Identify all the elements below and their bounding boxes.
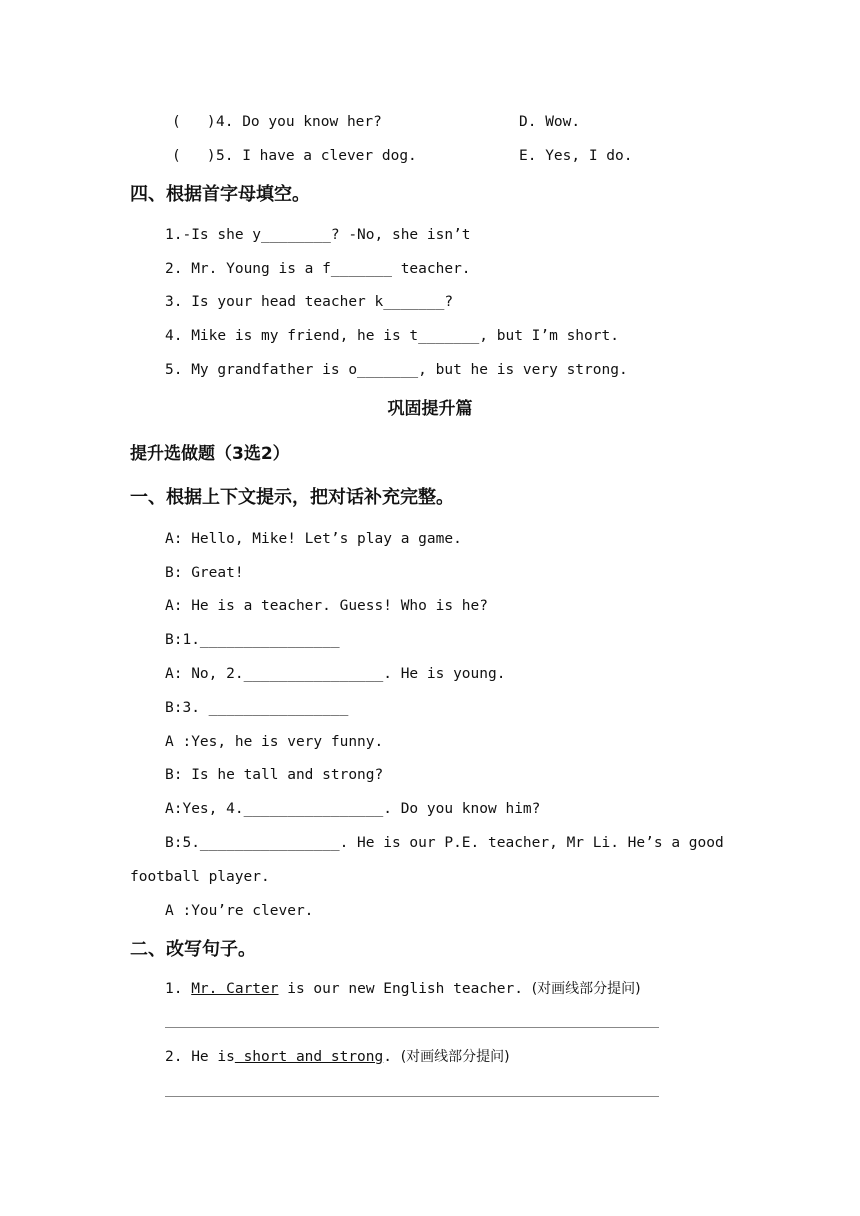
answer-line-2[interactable] xyxy=(165,1096,659,1097)
dialogue-line-6: B:3. ________________ xyxy=(165,700,349,716)
rewrite-q1-note: (对画线部分提问) xyxy=(531,981,641,997)
dialogue-line-7: A :Yes, he is very funny. xyxy=(165,734,384,750)
dialogue-line-1: A: Hello, Mike! Let’s play a game. xyxy=(165,531,462,547)
rewrite-q2-underlined: short and strong xyxy=(234,1049,384,1065)
section4-item-4: 4. Mike is my friend, he is t_______, but I’m short. xyxy=(165,328,619,344)
dialogue-line-2: B: Great! xyxy=(165,565,244,581)
match-answer-e: E. Yes, I do. xyxy=(519,148,633,164)
dialogue-line-3: A: He is a teacher. Guess! Who is he? xyxy=(165,598,489,614)
answer-line-1[interactable] xyxy=(165,1027,659,1028)
rewrite-q2-rest: . xyxy=(383,1049,392,1065)
rewrite-question-2 xyxy=(165,1047,510,1067)
match-bracket-4: ( ) xyxy=(172,114,216,130)
match-answer-d: D. Wow. xyxy=(519,114,581,130)
section4-item-1: 1.-Is she y________? -No, she isn’t xyxy=(165,227,471,243)
rewrite-q1-number: 1. xyxy=(165,981,192,997)
dialogue-line-8: B: Is he tall and strong? xyxy=(165,767,384,783)
rewrite-q2-number: 2. He is xyxy=(165,1049,235,1065)
match-question-5: 5. I have a clever dog. xyxy=(216,148,417,164)
rewrite-question-1 xyxy=(165,979,641,999)
match-bracket-5: ( ) xyxy=(172,148,216,164)
section4-item-5: 5. My grandfather is o_______, but he is very strong. xyxy=(165,362,628,378)
match-question-4: 4. Do you know her? xyxy=(216,114,382,130)
dialogue-line-4: B:1.________________ xyxy=(165,632,340,648)
section4-item-2: 2. Mr. Young is a f_______ teacher. xyxy=(165,261,471,277)
section4-title: 四、根据首字母填空。 xyxy=(130,184,310,205)
rewrite-q1-underlined: Mr. Carter xyxy=(191,981,279,997)
dialogue-line-10: B:5.________________. He is our P.E. teacher, Mr Li. He’s a good xyxy=(165,835,724,851)
dialogue-line-11: football player. xyxy=(130,869,270,885)
sectionA-title: 一、根据上下文提示，把对话补充完整。 xyxy=(130,487,454,508)
dialogue-line-12: A :You’re clever. xyxy=(165,903,314,919)
sectionB-title: 二、改写句子。 xyxy=(130,939,256,960)
part-title: 巩固提升篇 xyxy=(387,399,473,419)
dialogue-line-9: A:Yes, 4.________________. Do you know him? xyxy=(165,801,541,817)
dialogue-line-5: A: No, 2.________________. He is young. xyxy=(165,666,506,682)
optional-title: 提升选做题（3选2） xyxy=(130,444,290,464)
rewrite-q2-note: (对画线部分提问) xyxy=(400,1049,510,1065)
section4-item-3: 3. Is your head teacher k_______? xyxy=(165,294,454,310)
rewrite-q1-rest: is our new English teacher. xyxy=(278,981,523,997)
